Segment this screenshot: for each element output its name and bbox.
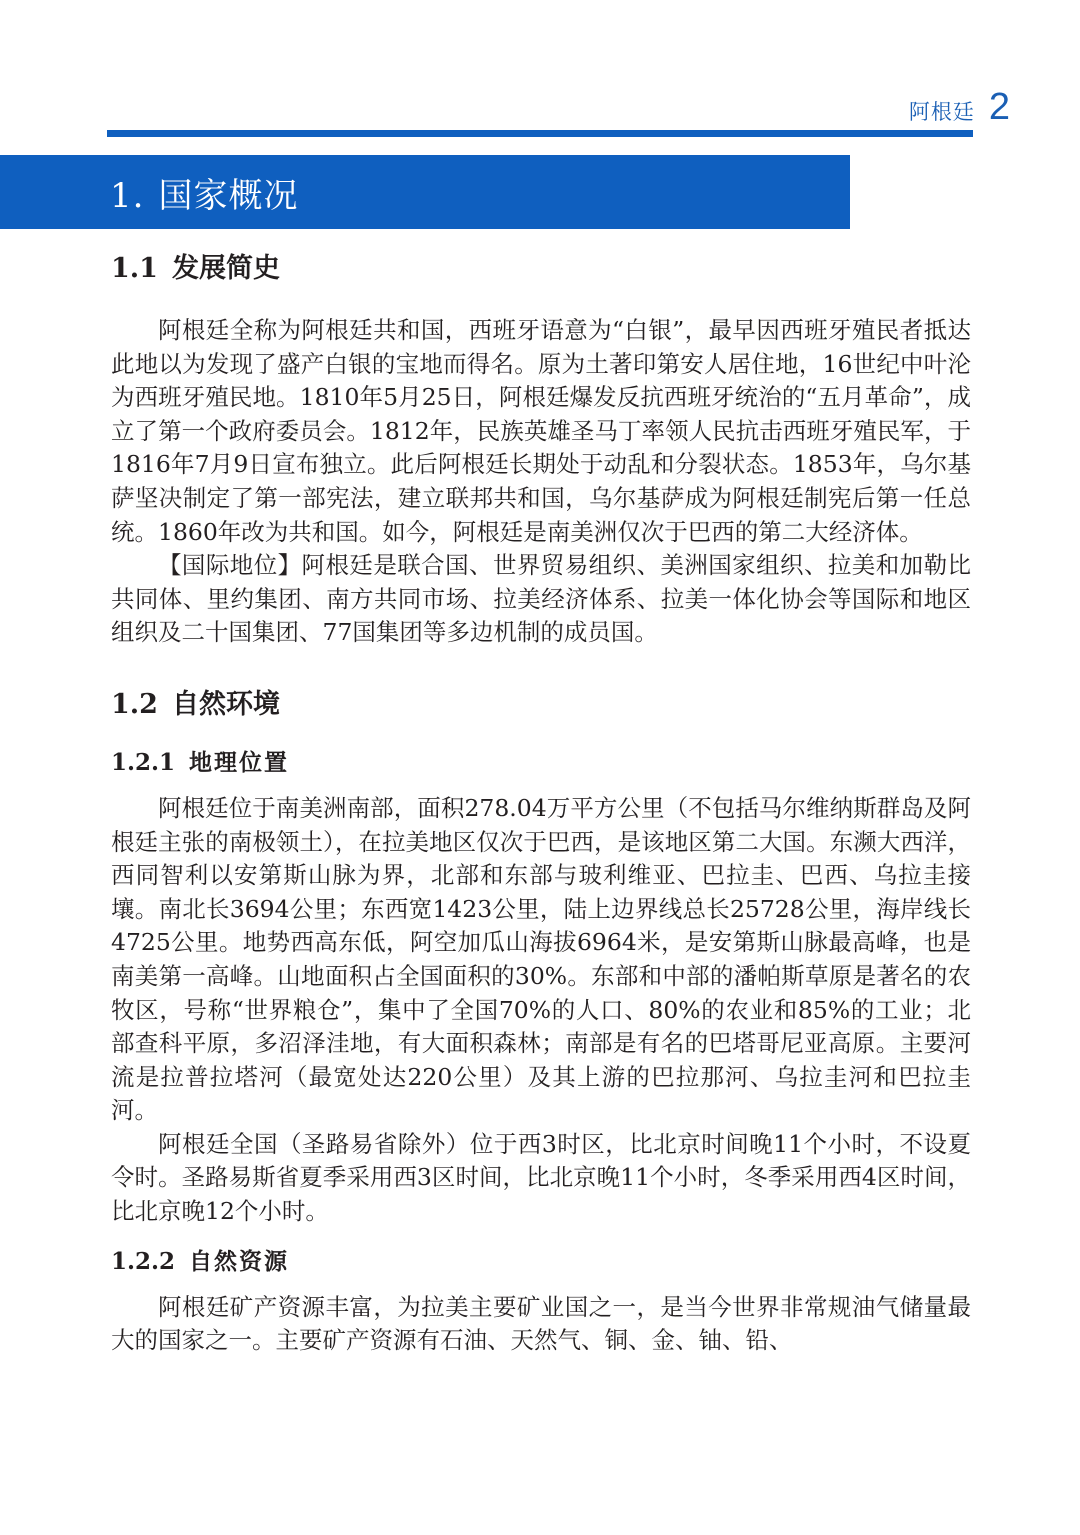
natural-resources-paragraph: 阿根廷矿产资源丰富，为拉美主要矿业国之一，是当今世界非常规油气储量最大的国家之一。主要矿产资源有石油、天然气、铜、金、铀、铅、 <box>111 1292 971 1355</box>
running-title: 阿根廷 <box>908 100 975 124</box>
section-1-2-1-heading <box>111 746 971 780</box>
section-number: 1.1 <box>111 253 158 284</box>
header-rule <box>107 130 973 137</box>
chapter-banner <box>0 155 850 229</box>
subsection-title: 自然资源 <box>189 1247 290 1275</box>
section-1-2-2-heading <box>111 1245 971 1279</box>
running-header <box>909 88 1010 126</box>
section-title: 发展简史 <box>171 253 280 284</box>
chapter-heading <box>110 168 298 217</box>
subsection-title: 地理位置 <box>189 748 290 776</box>
chapter-number: 1. <box>110 175 145 216</box>
subsection-number: 1.2.1 <box>111 748 176 776</box>
international-status-text: 阿根廷是联合国、世界贸易组织、美洲国家组织、拉美和加勒比共同体、里约集团、南方共同市场、拉美经济体系、拉美一体化协会等国际和地区组织及二十国集团、77国集团等多边机制的成员国。 <box>111 551 972 647</box>
section-1-2-heading <box>111 686 971 724</box>
section-title: 自然环境 <box>171 688 280 720</box>
history-paragraph: 阿根廷全称为阿根廷共和国，西班牙语意为“白银”，最早因西班牙殖民者抵达此地以为发现了盛产白银的宝地而得名。原为土著印第安人居住地，16世纪中叶沦为西班牙殖民地。1810年5月25日，阿根廷爆发反抗西班牙统治的“五月革命”，成立了第一个政府委员会。1812年，民族英雄圣马丁率领人民抗击西班牙殖民军，于1816年7月9日宣布独立。此后阿根廷长期处于动乱和分裂状态。1853年，乌尔基萨坚决制定了第一部宪法，建立联邦共和国，乌尔基萨成为阿根廷制宪后第一任总统。1860年改为共和国。如今，阿根廷是南美洲仅次于巴西的第二大经济体。 <box>111 316 971 546</box>
section-number: 1.2 <box>111 688 158 720</box>
section-1-1-heading <box>111 250 971 288</box>
time-zone-paragraph: 阿根廷全国（圣路易省除外）位于西3时区，比北京时间晚11个小时，不设夏令时。圣路易斯省夏季采用西3区时间，比北京晚11个小时，冬季采用西4区时间，比北京晚12个小时。 <box>111 1129 971 1226</box>
page-number: 2 <box>988 86 1010 128</box>
international-status-paragraph <box>111 549 971 650</box>
subsection-number: 1.2.2 <box>111 1247 176 1275</box>
international-status-label: 【国际地位】 <box>158 551 302 580</box>
page-content <box>111 250 971 1358</box>
chapter-title: 国家概况 <box>158 175 299 216</box>
geography-paragraph: 阿根廷位于南美洲南部，面积278.04万平方公里（不包括马尔维纳斯群岛及阿根廷主张的南极领土），在拉美地区仅次于巴西，是该地区第二大国。东濒大西洋，西同智利以安第斯山脉为界，北部和东部与玻利维亚、巴拉圭、巴西、乌拉圭接壤。南北长3694公里；东西宽1423公里，陆上边界线总长25728公里，海岸线长4725公里。地势西高东低，阿空加瓜山海拔6964米，是安第斯山脉最高峰，也是南美第一高峰。山地面积占全国面积的30%。东部和中部的潘帕斯草原是著名的农牧区，号称“世界粮仓”，集中了全国70%的人口、80%的农业和85%的工业；北部查科平原，多沼泽洼地，有大面积森林；南部是有名的巴塔哥尼亚高原。主要河流是拉普拉塔河（最宽处达220公里）及其上游的巴拉那河、乌拉圭河和巴拉圭河。 <box>111 793 971 1125</box>
